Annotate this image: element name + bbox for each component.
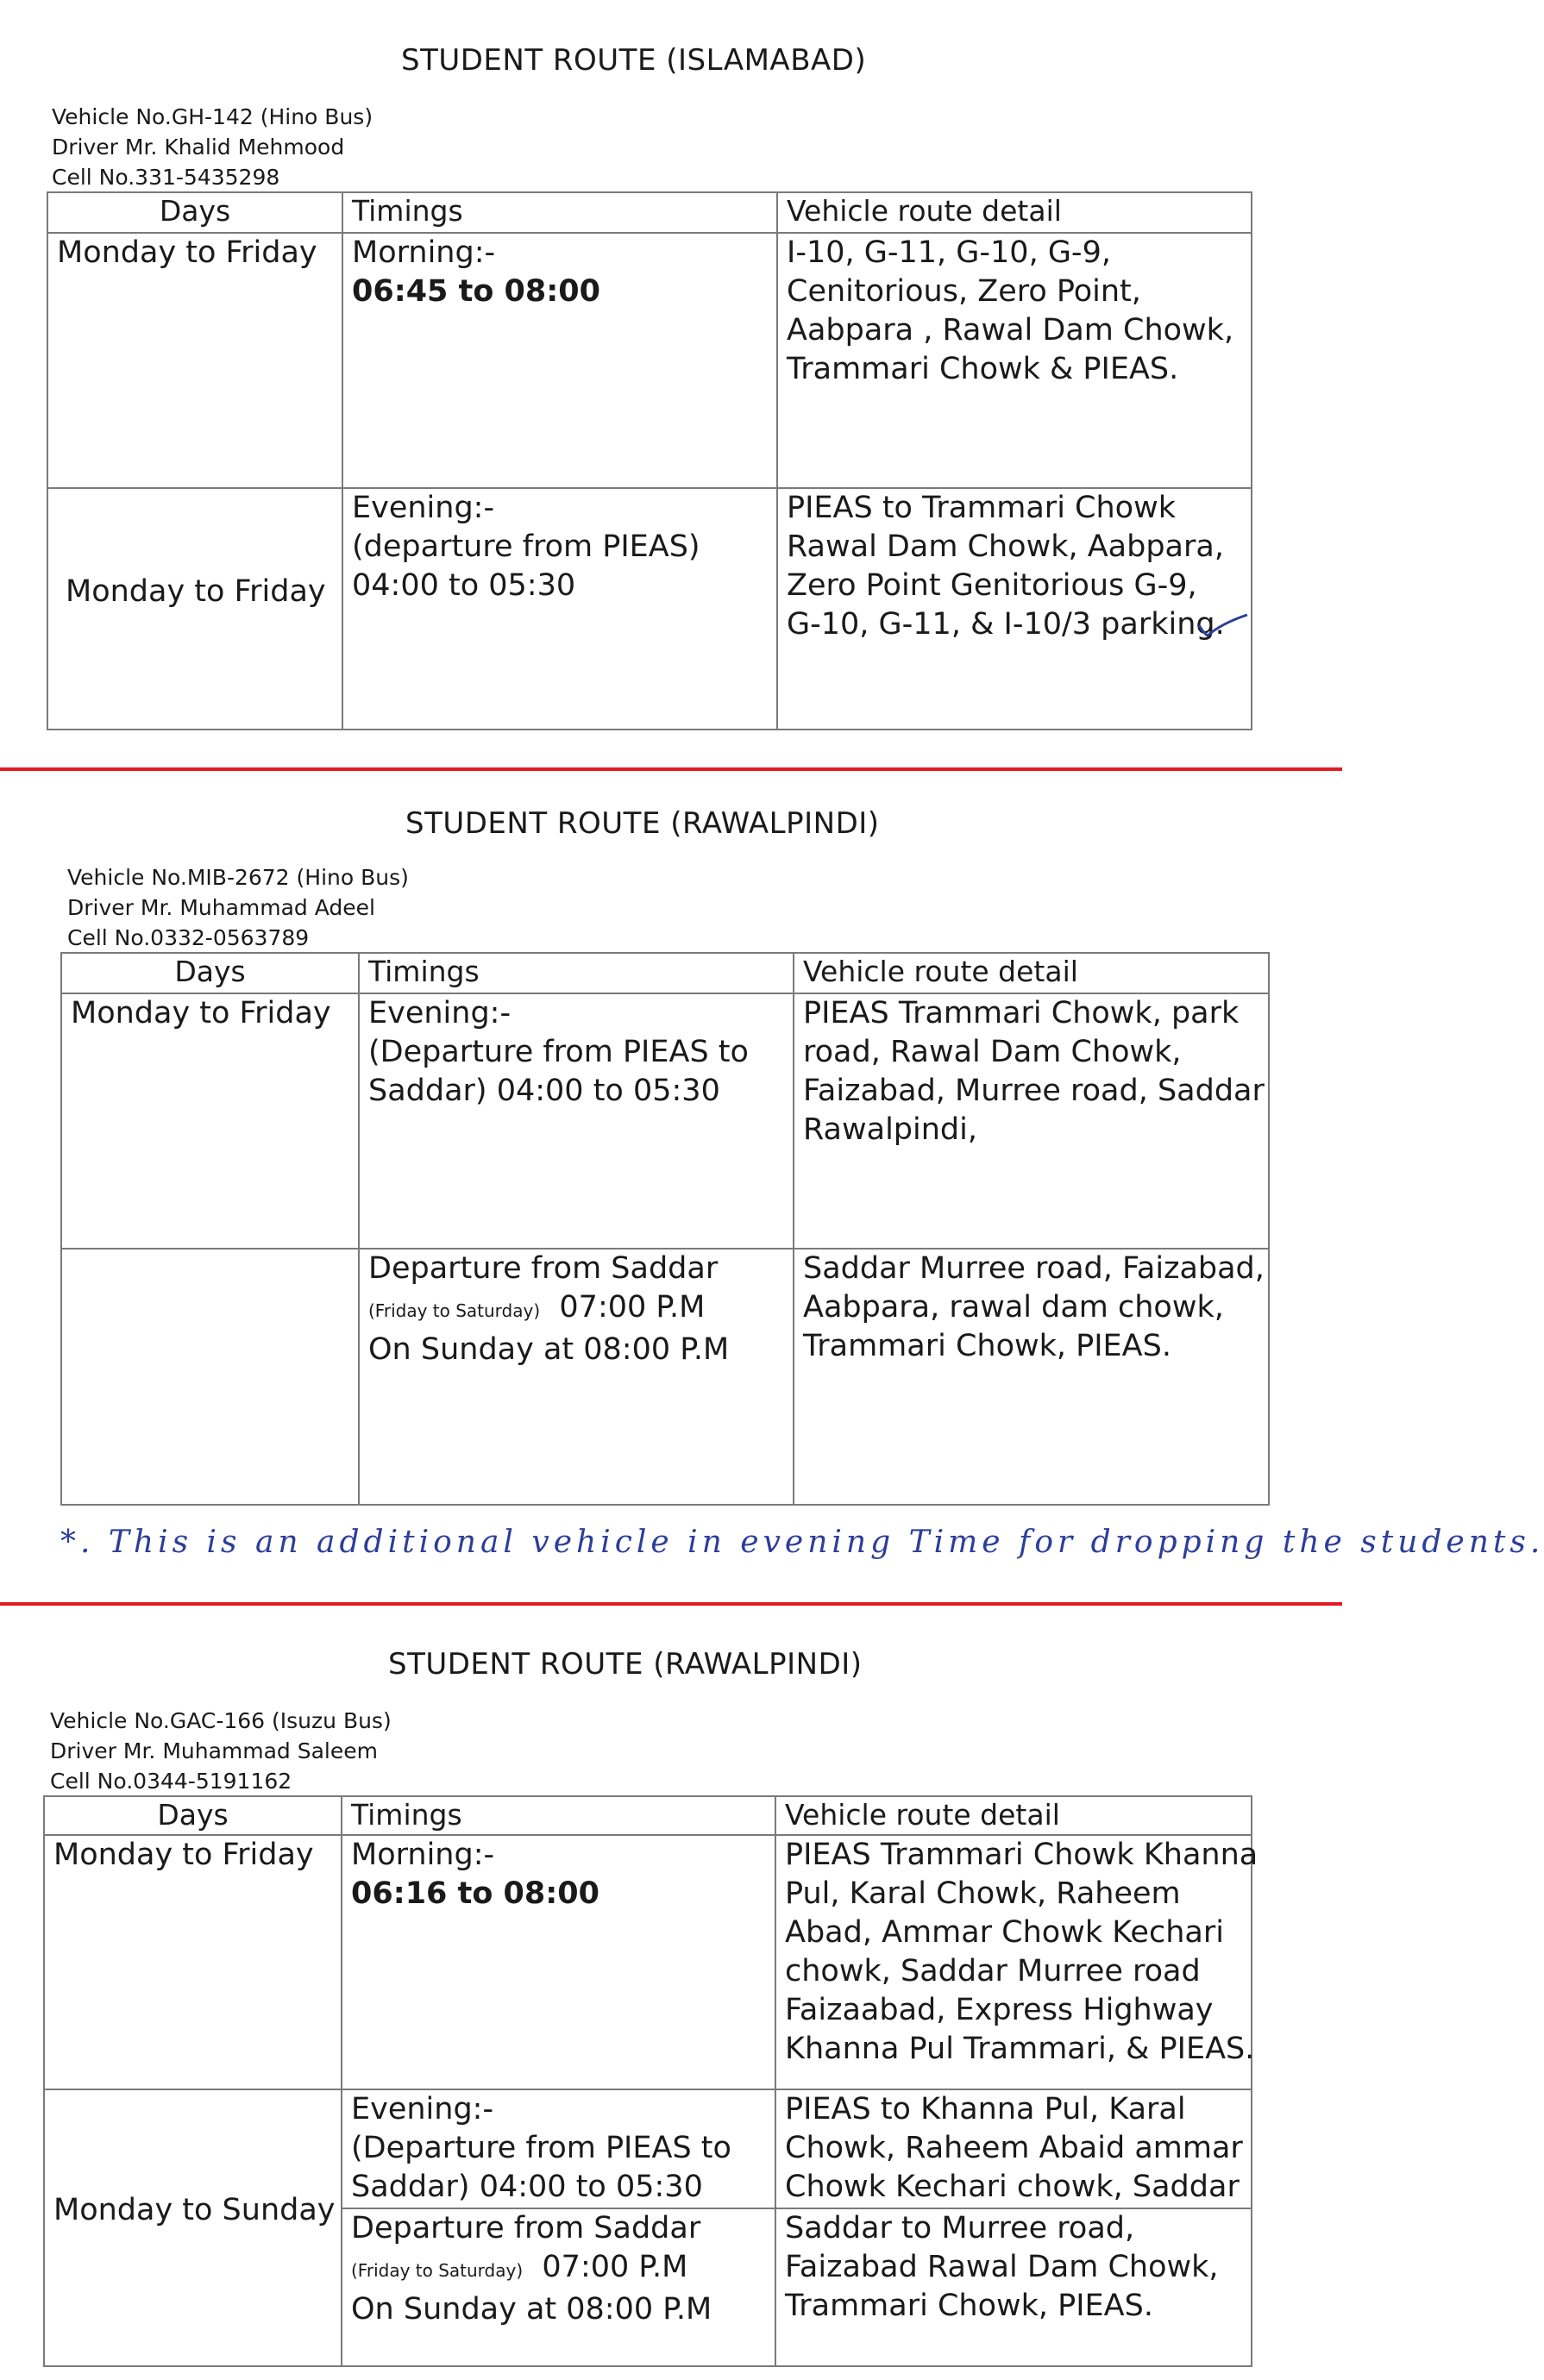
route-line: Faizaabad, Express Highway	[785, 1993, 1214, 2027]
timing-line: Departure from Saddar	[351, 2211, 701, 2245]
checkmark-icon	[1196, 608, 1273, 642]
route-line: Khanna Pul Trammari, & PIEAS.	[785, 2032, 1255, 2066]
driver-name: Driver Mr. Khalid Mehmood	[52, 135, 345, 160]
timings-cell	[359, 993, 794, 1249]
route-cell	[775, 2208, 1252, 2366]
days-cell	[61, 993, 359, 1249]
route-line: Rawalpindi,	[803, 1112, 977, 1147]
section-divider	[0, 767, 1342, 771]
route-line: PIEAS to Trammari Chowk	[787, 491, 1176, 525]
timing-time: 07:00 P.M	[559, 1290, 706, 1325]
timings-cell	[342, 233, 777, 488]
table-row	[44, 1835, 1252, 2089]
timing-days-note: (Friday to Saturday)	[368, 1300, 541, 1321]
days-text: Monday to Sunday	[53, 2193, 336, 2227]
days-text: Monday to Friday	[71, 996, 331, 1030]
route-line: Cenitorious, Zero Point,	[787, 274, 1141, 309]
route-line: Faizabad, Murree road, Saddar	[803, 1074, 1265, 1108]
timing-line: Saddar) 04:00 to 05:30	[368, 1074, 720, 1108]
route-cell	[794, 993, 1269, 1249]
section-divider	[0, 1602, 1342, 1606]
timing-line: (Departure from PIEAS to	[368, 1035, 749, 1069]
route-line: chowk, Saddar Murree road	[785, 1954, 1201, 1989]
table-header-row	[44, 1796, 1252, 1835]
driver-cell: Cell No.0344-5191162	[50, 1769, 292, 1794]
route-line: Chowk, Raheem Abaid ammar	[785, 2131, 1243, 2165]
driver-cell: Cell No.0332-0563789	[67, 925, 310, 950]
table-header-row	[47, 192, 1252, 233]
timing-line: Evening:-	[368, 996, 512, 1030]
header-route: Vehicle route detail	[794, 953, 1269, 993]
timing-line: Evening:-	[351, 2092, 494, 2126]
timings-cell	[342, 2208, 775, 2366]
route-line: PIEAS Trammari Chowk, park	[803, 996, 1240, 1030]
route-line: Aabpara , Rawal Dam Chowk,	[787, 313, 1234, 348]
vehicle-number: Vehicle No.MIB-2672 (Hino Bus)	[67, 865, 409, 890]
route-line: Aabpara, rawal dam chowk,	[803, 1290, 1224, 1325]
timing-label: Morning:-	[352, 235, 496, 270]
timing-line: Saddar) 04:00 to 05:30	[351, 2170, 703, 2204]
timing-label: Morning:-	[351, 1838, 495, 1872]
header-timings: Timings	[342, 1796, 775, 1835]
days-cell	[44, 1835, 342, 2089]
days-text: Monday to Friday	[57, 235, 317, 270]
section-title-rawalpindi: STUDENT ROUTE (RAWALPINDI)	[405, 806, 880, 841]
table-row	[61, 1249, 1269, 1505]
route-cell	[775, 1835, 1258, 2089]
timings-cell	[342, 1835, 775, 2089]
route-line: Saddar Murree road, Faizabad,	[803, 1251, 1265, 1286]
timing-value: 06:16 to 08:00	[351, 1876, 599, 1911]
vehicle-number: Vehicle No.GAC-166 (Isuzu Bus)	[50, 1708, 392, 1733]
timing-days-note: (Friday to Saturday)	[351, 2260, 524, 2281]
route-line: Abad, Ammar Chowk Kechari	[785, 1915, 1224, 1950]
timing-line	[368, 1288, 784, 1331]
timing-line: (departure from PIEAS)	[352, 529, 700, 564]
table-row	[47, 233, 1252, 488]
section-title-islamabad: STUDENT ROUTE (ISLAMABAD)	[401, 43, 867, 78]
route-table-islamabad	[47, 191, 1252, 730]
header-days: Days	[44, 1796, 342, 1835]
header-timings: Timings	[359, 953, 794, 993]
route-line: Trammari Chowk, PIEAS.	[803, 1329, 1171, 1363]
table-header-row	[61, 953, 1269, 993]
header-days: Days	[47, 192, 342, 233]
vehicle-info-islamabad	[52, 102, 373, 192]
route-line: Pul, Karal Chowk, Raheem	[785, 1876, 1181, 1911]
route-cell	[794, 1249, 1269, 1505]
days-cell	[44, 2089, 342, 2366]
timings-cell	[359, 1249, 794, 1505]
table-row	[47, 488, 1252, 730]
days-cell	[61, 1249, 359, 1505]
driver-cell: Cell No.331-5435298	[52, 165, 280, 190]
route-line: Zero Point Genitorious G-9,	[787, 568, 1197, 603]
timings-cell	[342, 2089, 775, 2208]
timing-time: 07:00 P.M	[542, 2250, 688, 2284]
route-line: Faizabad Rawal Dam Chowk,	[785, 2250, 1219, 2284]
header-route: Vehicle route detail	[777, 192, 1252, 233]
days-text: Monday to Friday	[53, 1838, 314, 1872]
route-line: road, Rawal Dam Chowk,	[803, 1035, 1182, 1069]
table-row	[44, 2089, 1252, 2208]
route-line: Trammari Chowk & PIEAS.	[787, 352, 1179, 386]
driver-name: Driver Mr. Muhammad Adeel	[67, 895, 375, 920]
days-cell	[47, 488, 342, 730]
route-line: Chowk Kechari chowk, Saddar	[785, 2170, 1240, 2204]
header-timings: Timings	[342, 192, 777, 233]
timing-line: Evening:-	[352, 491, 495, 525]
timing-line: On Sunday at 08:00 P.M	[368, 1332, 730, 1367]
handwritten-note: *. This is an additional vehicle in evening Time for dropping the students.	[60, 1525, 1544, 1560]
timing-line: (Departure from PIEAS to	[351, 2131, 731, 2165]
route-line: PIEAS Trammari Chowk Khanna	[785, 1838, 1258, 1872]
vehicle-number: Vehicle No.GH-142 (Hino Bus)	[52, 104, 373, 129]
route-line: Trammari Chowk, PIEAS.	[785, 2289, 1153, 2323]
route-table-rawalpindi-2	[43, 1795, 1258, 2367]
vehicle-info-rawalpindi-1	[67, 862, 409, 953]
timing-line	[351, 2248, 766, 2290]
header-route: Vehicle route detail	[775, 1796, 1252, 1835]
vehicle-info-rawalpindi-2	[50, 1706, 392, 1796]
section-title-rawalpindi: STUDENT ROUTE (RAWALPINDI)	[388, 1647, 863, 1682]
route-cell	[777, 233, 1252, 488]
timing-value: 06:45 to 08:00	[352, 274, 600, 309]
timings-cell	[342, 488, 777, 730]
route-line: Rawal Dam Chowk, Aabpara,	[787, 529, 1224, 564]
timing-line: Departure from Saddar	[368, 1251, 719, 1286]
route-line: G-10, G-11, & I-10/3 parking.	[787, 607, 1225, 642]
route-line: PIEAS to Khanna Pul, Karal	[785, 2092, 1186, 2126]
route-table-rawalpindi-1	[60, 952, 1270, 1506]
days-cell	[47, 233, 342, 488]
route-cell	[775, 2089, 1252, 2208]
days-text: Monday to Friday	[66, 573, 326, 609]
timing-line: 04:00 to 05:30	[352, 568, 576, 603]
header-days: Days	[61, 953, 359, 993]
table-row	[61, 993, 1269, 1249]
route-cell	[777, 488, 1252, 730]
route-line: I-10, G-11, G-10, G-9,	[787, 235, 1111, 270]
timing-line: On Sunday at 08:00 P.M	[351, 2292, 712, 2327]
driver-name: Driver Mr. Muhammad Saleem	[50, 1738, 378, 1763]
route-line: Saddar to Murree road,	[785, 2211, 1135, 2245]
